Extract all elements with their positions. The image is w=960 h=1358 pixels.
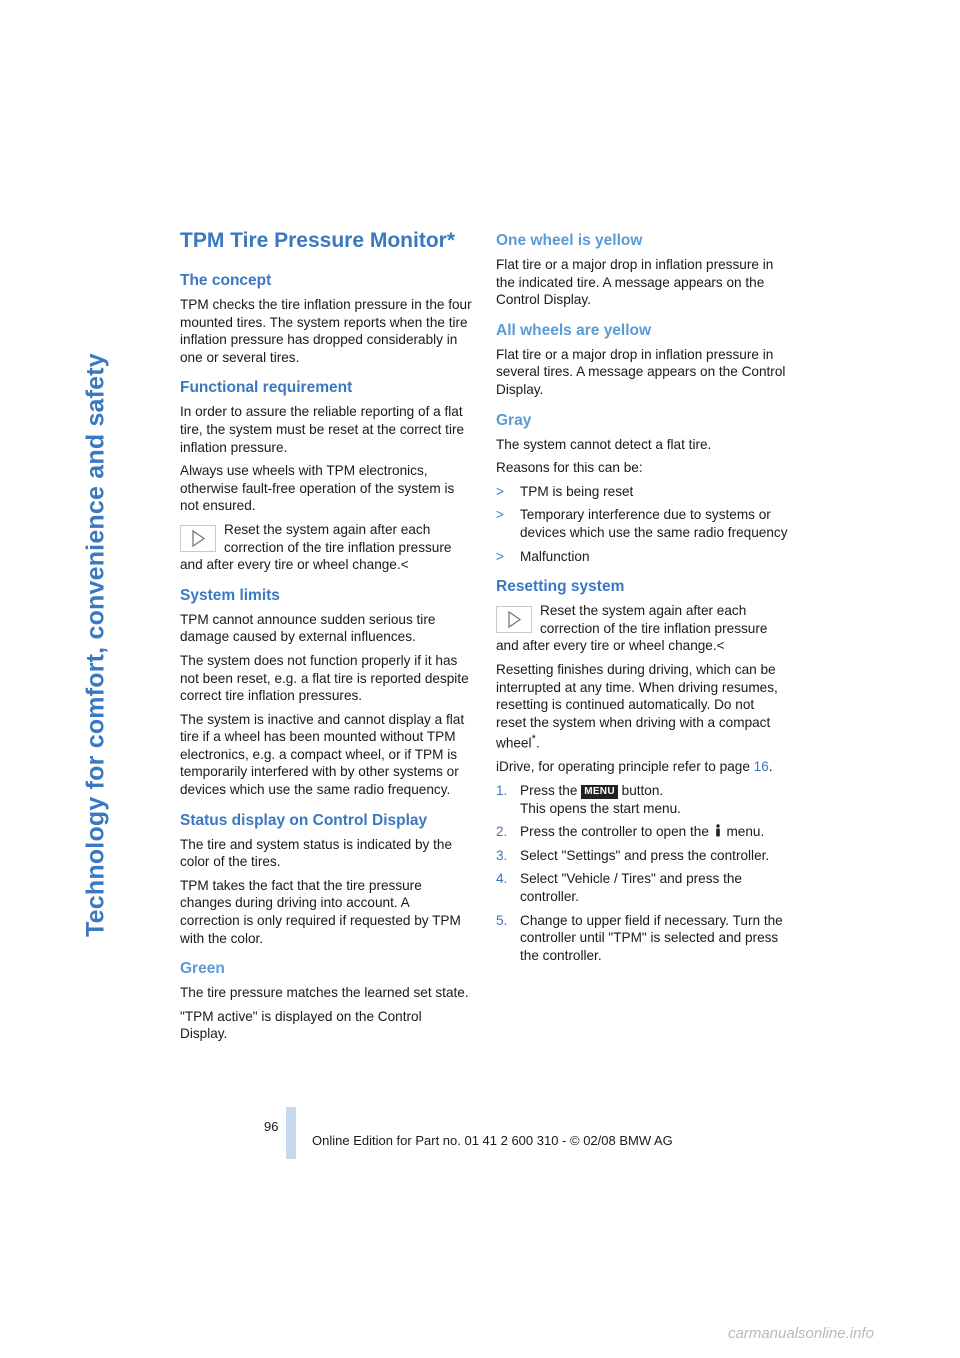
list-item: 4. Select "Vehicle / Tires" and press the controller. [496, 871, 742, 904]
watermark: carmanualsonline.info [728, 1325, 874, 1342]
reset-steps-list [496, 782, 788, 964]
menu-button-icon: MENU [581, 785, 618, 799]
list-item: 3. Select "Settings" and press the controller. [496, 847, 770, 863]
gray-heading: Gray [496, 411, 532, 429]
gray-reasons-list [496, 483, 788, 565]
limits-text-1: TPM cannot announce sudden serious tire damage caused by external influences. [180, 611, 436, 645]
footer-edition-text: Online Edition for Part no. 01 41 2 600 310 - © 02/08 BMW AG [312, 1133, 673, 1148]
functional-note: Reset the system again after each correction of the tire inflation pressure and after every tire or wheel change.< [180, 521, 452, 573]
gray-text-2: Reasons for this can be: [496, 460, 643, 476]
status-display-heading: Status display on Control Display [180, 811, 428, 829]
green-text-2: "TPM active" is displayed on the Control Display. [180, 1008, 422, 1042]
left-column [180, 228, 472, 1049]
list-item: 5. Change to upper field if necessary. Turn the controller until "TPM" is selected and press the controller. [496, 912, 783, 963]
limits-text-2: The system does not function properly if it has not been reset, e.g. a flat tire is reported despite correct tire inflation pressures. [180, 652, 469, 704]
note-end-mark: < [716, 638, 725, 654]
list-item: > TPM is being reset [496, 483, 634, 499]
all-wheels-yellow-heading: All wheels are yellow [496, 321, 652, 339]
list-item: > Malfunction [496, 548, 590, 564]
idrive-reference: iDrive, for operating principle refer to page 16. [496, 759, 773, 775]
one-wheel-yellow-text: Flat tire or a major drop in inflation pressure in the indicated tire. A message appears on the Control Display. [496, 257, 774, 308]
page-title: TPM Tire Pressure Monitor* [180, 229, 456, 252]
status-text-2: TPM takes the fact that the tire pressure changes during driving into account. A correction is only required if requested by TPM with the color. [180, 877, 461, 946]
limits-text-3: The system is inactive and cannot display a flat tire if a wheel has been mounted without TPM electronics, e.g. a compact wheel, or if TPM is temporarily interfered with by other systems or devices which use the same radio frequency. [180, 711, 465, 798]
one-wheel-yellow-heading: One wheel is yellow [496, 232, 643, 249]
resetting-system-heading: Resetting system [496, 578, 625, 596]
status-text-1: The tire and system status is indicated by the color of the tires. [180, 836, 453, 870]
functional-requirement-heading: Functional requirement [180, 379, 353, 397]
all-wheels-yellow-text: Flat tire or a major drop in inflation pressure in several tires. A message appears on the Control Display. [496, 346, 786, 397]
info-icon [713, 824, 723, 837]
footer-accent-bar [286, 1107, 296, 1159]
list-item: 2. Press the controller to open the menu. [496, 824, 765, 840]
note-end-mark: < [400, 557, 409, 573]
note-triangle-icon [180, 525, 216, 552]
functional-text-2: Always use wheels with TPM electronics, otherwise fault-free operation of the system is not ensured. [180, 463, 455, 514]
list-item: 1. Press the MENU button. This opens the start menu. [496, 783, 681, 816]
functional-text-1: In order to assure the reliable reporting of a flat tire, the system must be reset at the correct tire inflation pressure. [180, 404, 465, 455]
green-text-1: The tire pressure matches the learned set state. [180, 985, 469, 1001]
right-column [496, 231, 788, 970]
system-limits-heading: System limits [180, 586, 280, 604]
green-heading: Green [180, 960, 225, 978]
page-number: 96 [264, 1119, 279, 1134]
page-link[interactable]: 16 [753, 759, 769, 775]
reset-note: Reset the system again after each correction of the tire inflation pressure and after every tire or wheel change.< [496, 603, 768, 654]
concept-heading: The concept [180, 272, 272, 289]
concept-text: TPM checks the tire inflation pressure in the four mounted tires. The system reports when the tire inflation pressure has dropped considerably in one or several tires. [180, 297, 472, 365]
list-item: > Temporary interference due to systems or devices which use the same radio frequency [496, 507, 788, 540]
reset-text-1: Resetting finishes during driving, which can be interrupted at any time. When driving resumes, resetting is continued automatically. Do not reset the system when driving with a compact wheel*. [496, 661, 778, 751]
note-triangle-icon [496, 606, 532, 633]
gray-text-1: The system cannot detect a flat tire. [496, 436, 712, 452]
